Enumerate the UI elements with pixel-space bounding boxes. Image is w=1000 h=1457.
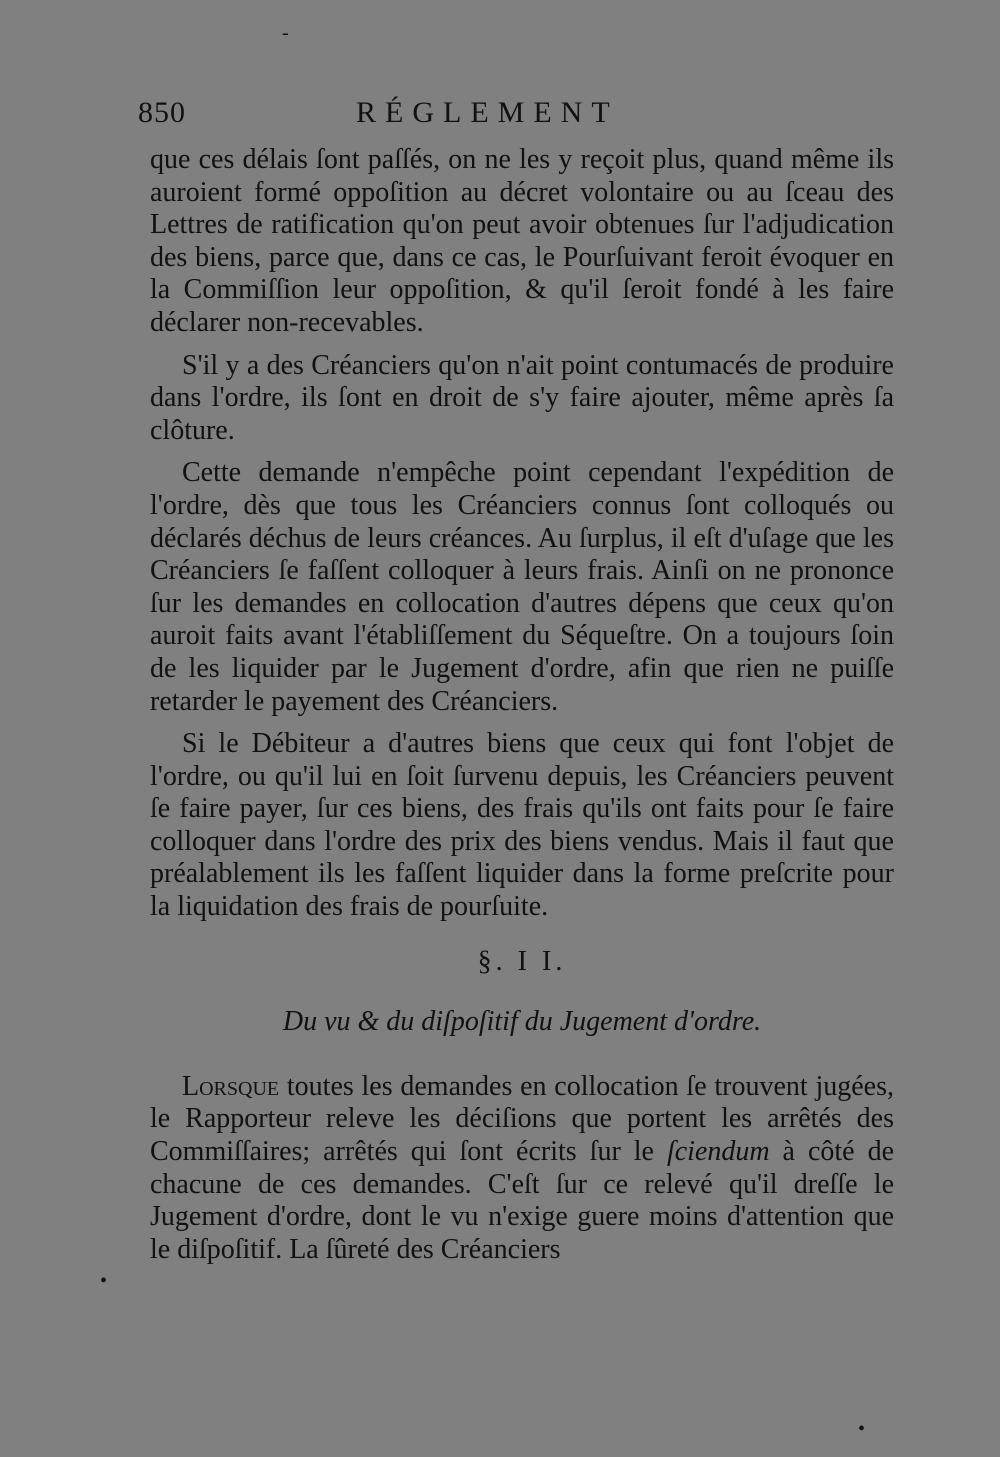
paragraph-5-text-a: toutes les demandes en collocation ſe trouvent jugées, le Rapporteur releve les déciſions que portent les arrêtés des Commiſſaires; arrêtés qui ſont écrits ſur le: [150, 1070, 894, 1168]
bottom-speck: •: [858, 1418, 866, 1440]
paragraph-2: S'il y a des Créanciers qu'on n'ait point contumacés de produire dans l'ordre, ils ſont en droit de s'y faire ajouter, même après ſa clôture.: [150, 349, 894, 446]
paragraph-4: Si le Débiteur a d'autres biens que ceux qui font l'objet de l'ordre, ou qu'il lui en ſoit ſurvenu depuis, les Créanciers peuvent ſe faire payer, ſur ces biens, des frais qu'ils ont faits pour ſe faire colloquer dans l'ordre des prix des biens vendus. Mais il faut que préalablement ils les faſſent liquider dans la forme preſcrite pour la liquidation des frais de pourſuite.: [150, 728, 894, 923]
running-title: RÉGLEMENT: [356, 96, 619, 129]
section-title: Du vu & du diſpoſitif du Jugement d'ordre.: [282, 1006, 762, 1038]
margin-speck: •: [100, 1270, 108, 1292]
section-number: §. I I.: [477, 945, 567, 977]
paragraph-5: [150, 1071, 894, 1267]
body-text: [150, 144, 894, 1276]
paragraph-3: Cette demande n'empêche point cependant l'expédition de l'ordre, dès que tous les Créanciers connus ſont colloqués ou déclarés déchus de leurs créances. Au ſurplus, il eſt d'uſage que les Créanciers ſe faſſent colloquer à leurs frais. Ainſi on ne prononce ſur les demandes en collocation d'autres dépens que ceux qu'on auroit faits avant l'établiſſement du Séqueſtre. On a toujours ſoin de les liquider par le Jugement d'ordre, afin que rien ne puiſſe retarder le payement des Créanciers.: [150, 457, 894, 717]
top-specks: ‐: [282, 22, 289, 44]
page-number: 850: [138, 96, 186, 129]
paragraph-1: que ces délais ſont paſſés, on ne les y reçoit plus, quand même ils auroient formé oppoſition au décret volontaire ou au ſceau des Lettres de ratification qu'on peut avoir obtenues ſur l'adjudication des biens, parce que, dans ce cas, le Pourſuivant feroit évoquer en la Commiſſion leur oppoſition, & qu'il ſeroit fondé à les faire déclarer non-recevables.: [150, 144, 894, 338]
paragraph-5-text-b: à côté de chacune de ces demandes. C'eſt ſur ce relevé qu'il dreſſe le Jugement d'ordre, dont le vu n'exige guere moins d'attention que le diſpoſitif. La ſûreté des Créanciers: [150, 1136, 894, 1265]
page-header: [138, 96, 898, 136]
paragraph-5-lead: Lorsque: [182, 1070, 280, 1102]
paragraph-5-italic-word: ſciendum: [666, 1136, 770, 1168]
